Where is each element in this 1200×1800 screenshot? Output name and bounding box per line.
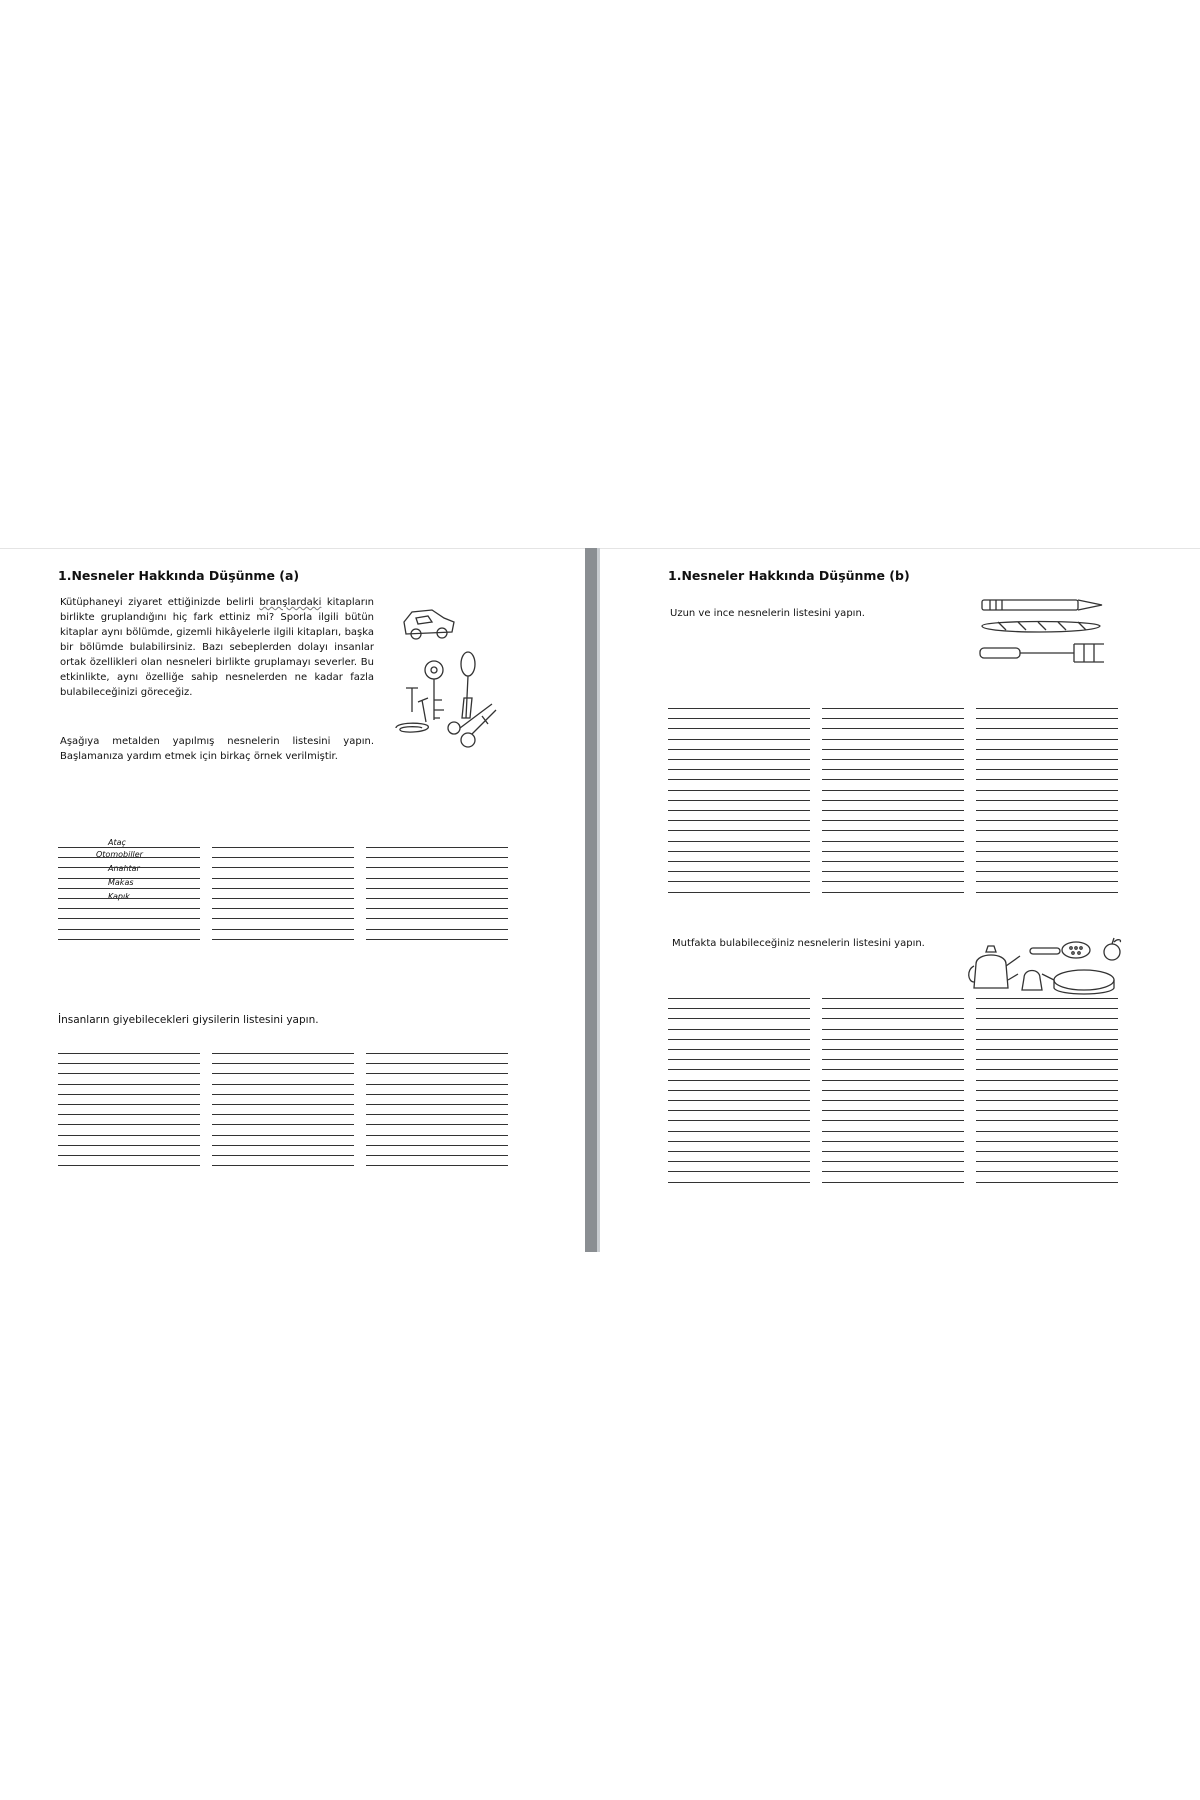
writing-line[interactable] [976,1141,1118,1142]
writing-line[interactable] [58,929,200,930]
writing-line[interactable] [58,1114,200,1115]
writing-line[interactable] [58,1063,200,1064]
writing-line[interactable] [366,1053,508,1054]
example-item: Otomobiller [96,850,143,859]
writing-line[interactable] [822,1090,964,1091]
writing-line[interactable] [58,1053,200,1054]
writing-line[interactable] [822,1131,964,1132]
writing-line[interactable] [212,939,354,940]
writing-line[interactable] [668,1008,810,1009]
writing-line[interactable] [976,998,1118,999]
writing-line[interactable] [976,1080,1118,1081]
writing-line[interactable] [212,857,354,858]
writing-line[interactable] [976,830,1118,831]
writing-line[interactable] [58,847,200,848]
writing-line[interactable] [976,739,1118,740]
writing-line[interactable] [668,810,810,811]
writing-line[interactable] [822,841,964,842]
writing-line[interactable] [976,1151,1118,1152]
writing-line[interactable] [822,1039,964,1040]
writing-line[interactable] [366,918,508,919]
writing-line[interactable] [366,888,508,889]
writing-line[interactable] [822,728,964,729]
writing-line[interactable] [822,820,964,821]
writing-line[interactable] [668,1171,810,1172]
writing-line[interactable] [668,718,810,719]
writing-line[interactable] [668,728,810,729]
writing-line[interactable] [976,769,1118,770]
writing-line[interactable] [366,1114,508,1115]
writing-line[interactable] [668,800,810,801]
writing-line[interactable] [822,739,964,740]
writing-line[interactable] [976,779,1118,780]
writing-line[interactable] [668,749,810,750]
writing-line[interactable] [668,1049,810,1050]
writing-line[interactable] [668,1120,810,1121]
writing-line[interactable] [58,1073,200,1074]
writing-line[interactable] [976,790,1118,791]
writing-line[interactable] [366,847,508,848]
writing-line[interactable] [212,1084,354,1085]
writing-line[interactable] [58,1135,200,1136]
writing-line[interactable] [212,1114,354,1115]
worksheet-page-a [0,548,585,1252]
writing-line[interactable] [976,1110,1118,1111]
writing-line[interactable] [822,1110,964,1111]
writing-line[interactable] [822,790,964,791]
writing-line[interactable] [976,1008,1118,1009]
kitchen-objects-prompt: Mutfakta bulabileceğiniz nesnelerin listesini yapın. [672,938,925,949]
writing-line[interactable] [212,1053,354,1054]
writing-line[interactable] [212,888,354,889]
writing-line[interactable] [668,1141,810,1142]
writing-line[interactable] [366,878,508,879]
writing-line[interactable] [58,888,200,889]
writing-line[interactable] [668,739,810,740]
writing-line[interactable] [58,898,200,899]
page-title: 1.Nesneler Hakkında Düşünme (b) [668,568,910,583]
writing-line[interactable] [58,939,200,940]
writing-line[interactable] [212,1073,354,1074]
writing-line[interactable] [976,728,1118,729]
writing-line[interactable] [822,998,964,999]
writing-line[interactable] [58,857,200,858]
example-item: Anahtar [108,864,140,873]
writing-line[interactable] [58,1155,200,1156]
writing-line[interactable] [822,1049,964,1050]
kitchen-objects-illustration-icon [966,934,1126,1000]
writing-line[interactable] [668,1080,810,1081]
writing-line[interactable] [366,867,508,868]
writing-line[interactable] [668,759,810,760]
writing-line[interactable] [976,1029,1118,1030]
writing-line[interactable] [976,841,1118,842]
intro-underlined-word: branşlardaki [259,597,322,608]
writing-line[interactable] [822,1018,964,1019]
writing-line[interactable] [822,830,964,831]
writing-line[interactable] [976,1069,1118,1070]
writing-line[interactable] [212,1104,354,1105]
writing-line[interactable] [822,1182,964,1183]
intro-paragraph [60,595,374,700]
writing-line[interactable] [976,1161,1118,1162]
writing-line[interactable] [976,871,1118,872]
writing-line[interactable] [58,1104,200,1105]
writing-line[interactable] [976,1090,1118,1091]
writing-line[interactable] [58,878,200,879]
writing-line[interactable] [976,1100,1118,1101]
writing-line[interactable] [366,1094,508,1095]
writing-line[interactable] [976,881,1118,882]
writing-line[interactable] [822,1171,964,1172]
writing-line[interactable] [822,779,964,780]
writing-line[interactable] [822,1008,964,1009]
writing-line[interactable] [212,898,354,899]
writing-line[interactable] [822,810,964,811]
writing-line[interactable] [976,1049,1118,1050]
writing-line[interactable] [976,810,1118,811]
writing-line[interactable] [668,1090,810,1091]
intro-text-2: kitapların birlikte gruplandığını hiç fark ettiniz mi? Sporla ilgili bütün kitaplar aynı bölümde, gizemli hikâyelerle ilgili kitapları, başka bir bölümde bulabilirsiniz. Bazı sebeplerden dolayı insanlar ortak özellikleri olan nesneleri birlikte gruplamayı severler. Bu etkinlikte, aynı özelliğe sahip nesnelerden ne kadar fazla bulabileceğinizi göreceğiz. [60,597,374,698]
writing-line[interactable] [976,1182,1118,1183]
writing-line[interactable] [668,790,810,791]
writing-line[interactable] [822,861,964,862]
writing-line[interactable] [822,1120,964,1121]
writing-line[interactable] [976,1171,1118,1172]
writing-line[interactable] [822,708,964,709]
writing-line[interactable] [366,857,508,858]
writing-line[interactable] [976,749,1118,750]
writing-line[interactable] [668,820,810,821]
worksheet-page-b [600,548,1200,1252]
writing-line[interactable] [822,1080,964,1081]
writing-line[interactable] [668,871,810,872]
writing-line[interactable] [976,851,1118,852]
writing-line[interactable] [366,898,508,899]
writing-line[interactable] [366,1155,508,1156]
writing-line[interactable] [58,867,200,868]
writing-line[interactable] [366,1104,508,1105]
writing-line[interactable] [822,1029,964,1030]
writing-line[interactable] [212,918,354,919]
page-title: 1.Nesneler Hakkında Düşünme (a) [58,568,300,583]
writing-line[interactable] [366,908,508,909]
writing-line[interactable] [976,708,1118,709]
writing-line[interactable] [212,1124,354,1125]
writing-line[interactable] [822,800,964,801]
writing-line[interactable] [212,1063,354,1064]
metal-objects-illustration-icon [392,600,512,750]
writing-line[interactable] [212,867,354,868]
writing-line[interactable] [58,1084,200,1085]
writing-line[interactable] [668,1182,810,1183]
writing-line[interactable] [668,1018,810,1019]
writing-line[interactable] [976,1120,1118,1121]
writing-line[interactable] [212,929,354,930]
writing-line[interactable] [668,1029,810,1030]
writing-line[interactable] [366,1084,508,1085]
writing-line[interactable] [58,1145,200,1146]
writing-line[interactable] [976,718,1118,719]
writing-line[interactable] [976,1059,1118,1060]
intro-text-1: Kütüphaneyi ziyaret ettiğinizde belirli [60,597,260,608]
writing-line[interactable] [668,1151,810,1152]
example-item: Ataç [108,838,126,847]
writing-line[interactable] [976,759,1118,760]
writing-line[interactable] [58,918,200,919]
writing-line[interactable] [366,1165,508,1166]
writing-line[interactable] [668,881,810,882]
writing-line[interactable] [366,939,508,940]
writing-line[interactable] [668,779,810,780]
writing-line[interactable] [668,841,810,842]
writing-line[interactable] [822,1100,964,1101]
writing-line[interactable] [976,861,1118,862]
writing-line[interactable] [58,1165,200,1166]
writing-line[interactable] [822,1059,964,1060]
writing-line[interactable] [822,718,964,719]
writing-line[interactable] [976,1018,1118,1019]
writing-line[interactable] [976,1131,1118,1132]
page-divider [585,548,597,1252]
writing-line[interactable] [366,1073,508,1074]
writing-line[interactable] [212,1135,354,1136]
writing-line[interactable] [212,908,354,909]
writing-line[interactable] [822,1161,964,1162]
writing-line[interactable] [822,871,964,872]
writing-line[interactable] [58,1124,200,1125]
writing-line[interactable] [822,759,964,760]
writing-line[interactable] [822,1151,964,1152]
writing-line[interactable] [668,1131,810,1132]
writing-line[interactable] [212,878,354,879]
example-item: Kapık [108,892,130,901]
writing-line[interactable] [822,881,964,882]
writing-line[interactable] [976,800,1118,801]
writing-line[interactable] [212,1155,354,1156]
writing-line[interactable] [366,1135,508,1136]
long-objects-prompt: Uzun ve ince nesnelerin listesini yapın. [670,608,865,619]
writing-line[interactable] [822,851,964,852]
writing-line[interactable] [668,1110,810,1111]
long-thin-objects-illustration-icon [978,596,1108,676]
writing-line[interactable] [822,749,964,750]
writing-line[interactable] [366,929,508,930]
writing-line[interactable] [822,769,964,770]
writing-line[interactable] [668,1039,810,1040]
writing-line[interactable] [976,892,1118,893]
writing-line[interactable] [668,851,810,852]
writing-line[interactable] [668,1059,810,1060]
writing-line[interactable] [668,1069,810,1070]
metal-instruction: Aşağıya metalden yapılmış nesnelerin listesini yapın. Başlamanıza yardım etmek için birkaç örnek verilmiştir. [60,736,374,762]
writing-line[interactable] [366,1124,508,1125]
writing-line[interactable] [212,1145,354,1146]
writing-line[interactable] [976,1039,1118,1040]
writing-line[interactable] [668,1100,810,1101]
writing-line[interactable] [668,861,810,862]
writing-line[interactable] [822,1069,964,1070]
writing-line[interactable] [822,892,964,893]
writing-line[interactable] [976,820,1118,821]
writing-line[interactable] [58,1094,200,1095]
writing-line[interactable] [668,892,810,893]
writing-line[interactable] [668,769,810,770]
writing-line[interactable] [668,708,810,709]
writing-line[interactable] [212,1094,354,1095]
writing-line[interactable] [212,847,354,848]
clothes-prompt: İnsanların giyebilecekleri giysilerin listesini yapın. [58,1014,319,1026]
writing-line[interactable] [668,830,810,831]
writing-line[interactable] [212,1165,354,1166]
writing-line[interactable] [366,1063,508,1064]
writing-line[interactable] [366,1145,508,1146]
writing-line[interactable] [822,1141,964,1142]
example-item: Makas [108,878,134,887]
writing-line[interactable] [668,1161,810,1162]
writing-line[interactable] [58,908,200,909]
writing-line[interactable] [668,998,810,999]
